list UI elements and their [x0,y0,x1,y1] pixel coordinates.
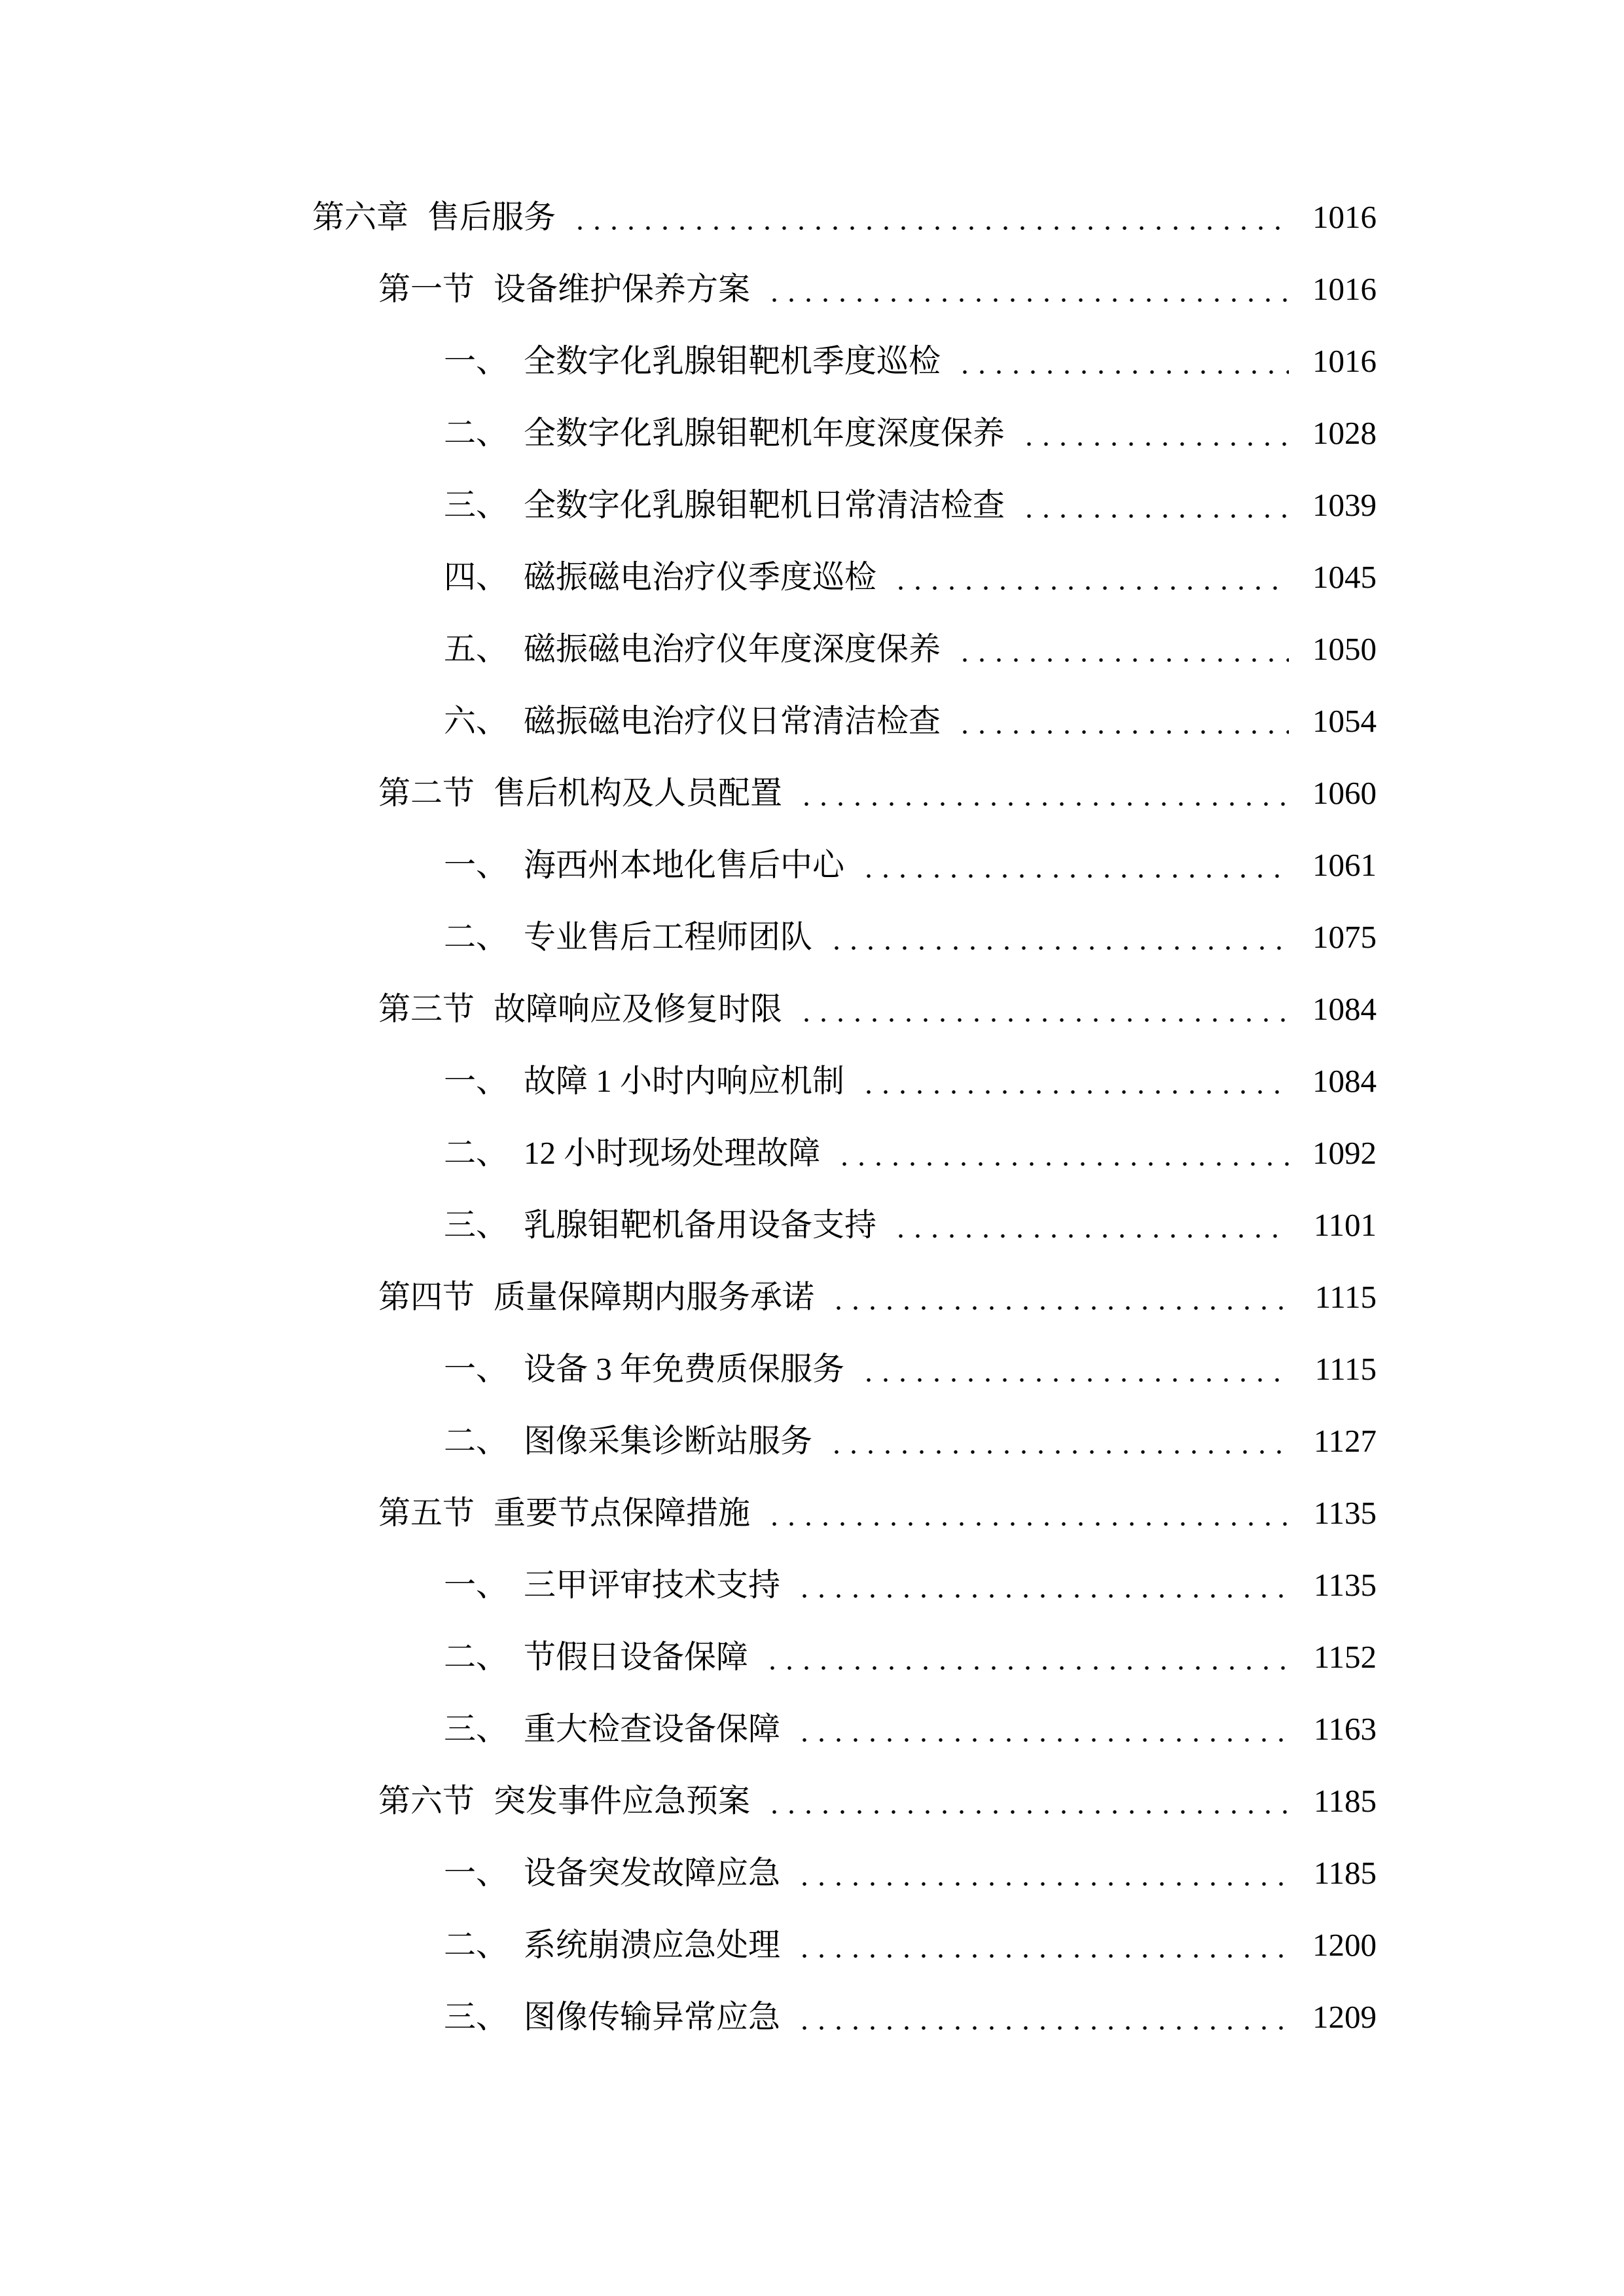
toc-entry-title: 磁振磁电治疗仪年度深度保养 [524,631,941,667]
toc-entry-page: 1084 [1312,991,1377,1027]
toc-entry-title: 海西州本地化售后中心 [524,847,845,883]
toc-dot-leader [791,973,1289,1045]
toc-entry-number: 一、 [444,1063,509,1099]
toc-dot-leader [950,685,1289,757]
toc-entry[interactable] [312,253,1377,325]
toc-entry-page: 1060 [1312,775,1377,811]
toc-entry[interactable] [312,1981,1377,2053]
toc-entry-page: 1028 [1312,415,1377,451]
toc-entry-page: 1163 [1313,1711,1377,1747]
toc-entry-number: 第三节 [378,991,475,1027]
toc-entry-number: 第五节 [378,1495,475,1531]
toc-dot-leader [950,325,1289,397]
toc-entry-number: 一、 [444,1567,509,1603]
toc-entry[interactable] [312,1909,1377,1981]
toc-entry-page: 1016 [1312,199,1377,235]
toc-entry-title: 售后服务 [427,199,556,235]
toc-entry-page: 1185 [1313,1783,1377,1819]
table-of-contents [312,181,1377,2053]
toc-entry-title: 专业售后工程师团队 [524,919,813,955]
toc-entry-number: 第六章 [312,199,409,235]
toc-entry[interactable] [312,1189,1377,1261]
toc-entry-page: 1115 [1314,1351,1377,1387]
toc-dot-leader [950,613,1289,685]
toc-entry-page: 1200 [1312,1927,1377,1963]
toc-entry[interactable] [312,613,1377,685]
toc-dot-leader [854,1333,1289,1405]
toc-entry-title: 重要节点保障措施 [494,1495,751,1531]
toc-entry-title: 乳腺钼靶机备用设备支持 [524,1207,877,1243]
toc-entry-number: 三、 [444,1711,509,1747]
toc-entry[interactable] [312,1765,1377,1837]
toc-dot-leader [854,1045,1289,1117]
toc-entry[interactable] [312,181,1377,253]
toc-entry[interactable] [312,1333,1377,1405]
toc-entry[interactable] [312,901,1377,973]
toc-dot-leader [789,1549,1289,1621]
toc-entry[interactable] [312,1549,1377,1621]
toc-entry-page: 1016 [1312,271,1377,307]
toc-entry-number: 第一节 [378,271,475,307]
toc-entry-title: 重大检查设备保障 [524,1711,781,1747]
toc-entry-title: 图像采集诊断站服务 [524,1423,813,1459]
toc-entry-title: 突发事件应急预案 [494,1783,751,1819]
toc-entry-number: 一、 [444,847,509,883]
toc-dot-leader [759,1477,1289,1549]
toc-entry[interactable] [312,757,1377,829]
toc-entry[interactable] [312,685,1377,757]
toc-entry-title: 设备突发故障应急 [524,1855,781,1891]
toc-entry-number: 一、 [444,1351,509,1387]
toc-entry-title: 节假日设备保障 [524,1639,749,1675]
toc-entry[interactable] [312,1405,1377,1477]
toc-dot-leader [791,757,1289,829]
toc-entry-number: 一、 [444,343,509,379]
toc-entry[interactable] [312,325,1377,397]
toc-entry[interactable] [312,1693,1377,1765]
toc-entry-title: 12 小时现场处理故障 [524,1135,821,1171]
toc-entry-number: 五、 [444,631,509,667]
toc-entry-title: 磁振磁电治疗仪季度巡检 [524,559,877,595]
toc-entry-page: 1039 [1312,487,1377,523]
toc-entry-title: 设备 3 年免费质保服务 [524,1351,845,1387]
toc-entry[interactable] [312,1117,1377,1189]
toc-entry-number: 三、 [444,1999,509,2035]
toc-entry-number: 三、 [444,487,509,523]
toc-entry-number: 二、 [444,1639,509,1675]
toc-entry-title: 设备维护保养方案 [494,271,751,307]
toc-entry-number: 二、 [444,1135,509,1171]
toc-entry-number: 一、 [444,1855,509,1891]
toc-dot-leader [821,1405,1289,1477]
toc-entry-page: 1127 [1313,1423,1377,1459]
toc-entry-number: 第二节 [378,775,475,811]
toc-entry-title: 三甲评审技术支持 [524,1567,781,1603]
toc-dot-leader [789,1693,1289,1765]
toc-entry-title: 图像传输异常应急 [524,1999,781,2035]
toc-entry[interactable] [312,1837,1377,1909]
toc-entry-page: 1016 [1312,343,1377,379]
toc-entry-page: 1050 [1312,631,1377,667]
toc-entry[interactable] [312,829,1377,901]
toc-entry-title: 故障响应及修复时限 [494,991,783,1027]
toc-entry[interactable] [312,973,1377,1045]
toc-entry-page: 1185 [1313,1855,1377,1891]
toc-entry-title: 故障 1 小时内响应机制 [524,1063,845,1099]
toc-entry-title: 全数字化乳腺钼靶机年度深度保养 [524,415,1005,451]
toc-entry-page: 1061 [1312,847,1377,883]
toc-dot-leader [823,1261,1289,1333]
toc-entry-page: 1075 [1312,919,1377,955]
toc-entry-page: 1045 [1312,559,1377,595]
toc-entry[interactable] [312,469,1377,541]
toc-entry-number: 二、 [444,919,509,955]
toc-dot-leader [886,1189,1289,1261]
toc-entry[interactable] [312,1261,1377,1333]
toc-entry-number: 三、 [444,1207,509,1243]
toc-dot-leader [789,1981,1289,2053]
toc-dot-leader [759,253,1289,325]
toc-entry-number: 六、 [444,703,509,739]
toc-entry-title: 售后机构及人员配置 [494,775,783,811]
toc-entry-title: 质量保障期内服务承诺 [494,1279,815,1315]
toc-dot-leader [789,1909,1289,1981]
toc-entry-page: 1092 [1312,1135,1377,1171]
toc-entry[interactable] [312,1621,1377,1693]
toc-dot-leader [1014,397,1289,469]
toc-entry-title: 系统崩溃应急处理 [524,1927,781,1963]
toc-entry-page: 1135 [1313,1495,1377,1531]
toc-entry-title: 磁振磁电治疗仪日常清洁检查 [524,703,941,739]
toc-dot-leader [1014,469,1289,541]
toc-dot-leader [829,1117,1289,1189]
toc-entry-number: 二、 [444,415,509,451]
toc-entry-page: 1135 [1313,1567,1377,1603]
toc-entry[interactable] [312,1477,1377,1549]
toc-entry-number: 第四节 [378,1279,475,1315]
toc-entry-title: 全数字化乳腺钼靶机日常清洁检查 [524,487,1005,523]
toc-entry-number: 二、 [444,1927,509,1963]
toc-entry-page: 1115 [1314,1279,1377,1315]
toc-dot-leader [854,829,1289,901]
toc-dot-leader [886,541,1289,613]
toc-dot-leader [821,901,1289,973]
toc-entry-page: 1209 [1312,1999,1377,2035]
toc-entry-number: 四、 [444,559,509,595]
toc-entry-number: 二、 [444,1423,509,1459]
toc-dot-leader [759,1765,1289,1837]
toc-dot-leader [757,1621,1289,1693]
toc-dot-leader [789,1837,1289,1909]
toc-entry-page: 1054 [1312,703,1377,739]
toc-dot-leader [565,181,1289,253]
toc-entry-title: 全数字化乳腺钼靶机季度巡检 [524,343,941,379]
toc-entry-page: 1152 [1313,1639,1377,1675]
toc-entry-page: 1101 [1313,1207,1377,1243]
toc-entry[interactable] [312,397,1377,469]
toc-entry-page: 1084 [1312,1063,1377,1099]
toc-entry[interactable] [312,1045,1377,1117]
toc-entry-number: 第六节 [378,1783,475,1819]
toc-entry[interactable] [312,541,1377,613]
